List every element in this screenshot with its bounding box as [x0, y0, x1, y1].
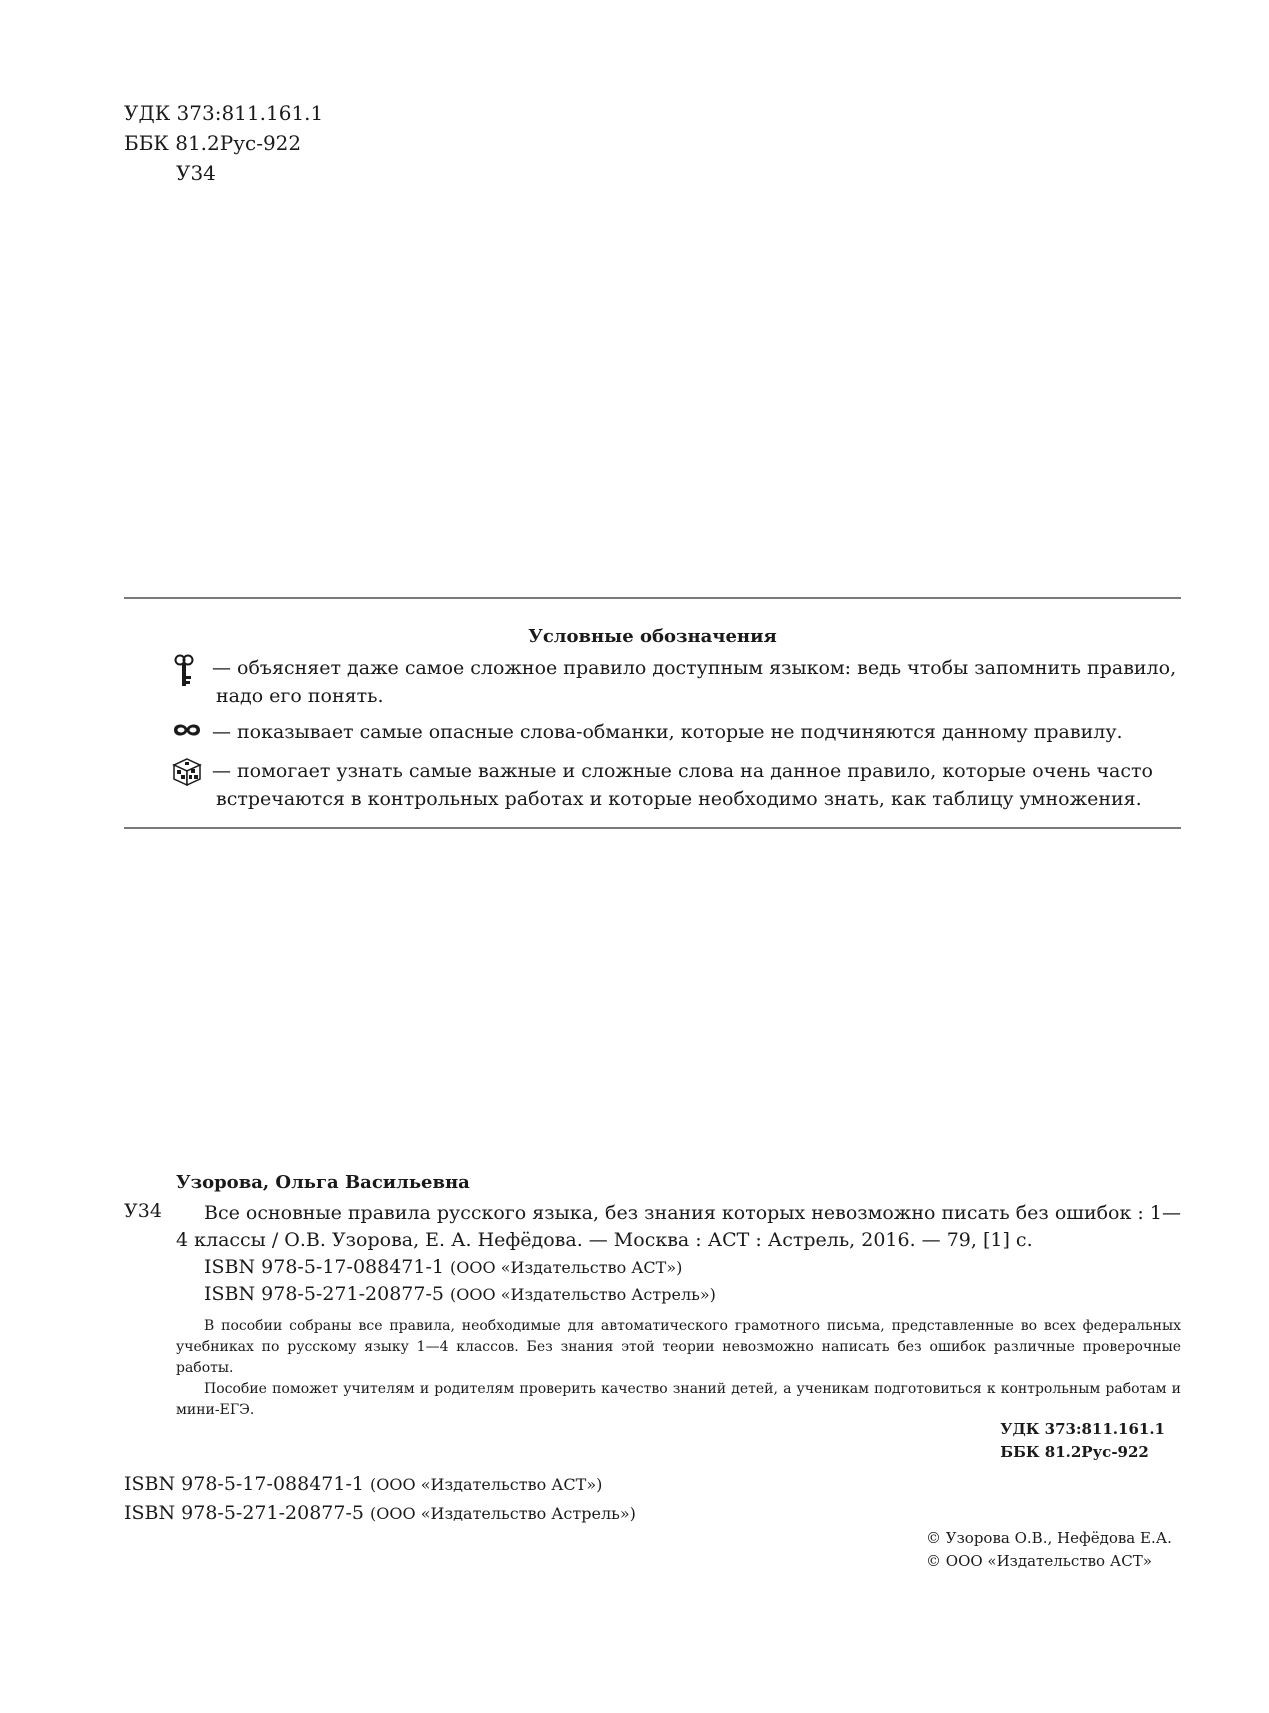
isbn-publisher: (ООО «Издательство Астрель»)	[370, 1504, 636, 1523]
udk-code: УДК 373:811.161.1	[1000, 1420, 1165, 1438]
bibliographic-description	[176, 1200, 1181, 1308]
legend-dash: —	[212, 657, 231, 679]
isbn-publisher: (ООО «Издательство АСТ»)	[370, 1475, 603, 1494]
legend-dash: —	[212, 760, 231, 782]
top-classification	[124, 98, 323, 188]
isbn-publisher: (ООО «Издательство Астрель»)	[450, 1285, 716, 1304]
classification-block	[1000, 1418, 1165, 1464]
legend-top-rule	[124, 597, 1181, 599]
legend-text-cube: помогает узнать самые важные и сложные слова на данное правило, которые очень часто встречаются в контрольных работах и которые необходимо знать, как таблицу умножения.	[216, 760, 1153, 810]
annotation	[176, 1316, 1181, 1421]
isbn-publisher: (ООО «Издательство АСТ»)	[450, 1258, 683, 1277]
author-code: У34	[124, 1200, 162, 1222]
legend-title: Условные обозначения	[528, 626, 777, 647]
cube-icon	[172, 757, 208, 785]
isbn-number: ISBN 978-5-271-20877-5	[204, 1283, 444, 1305]
legend-text-key: объясняет даже самое сложное правило доступным языком: ведь чтобы запомнить правило, надо его понять.	[216, 657, 1177, 707]
bbk-code: ББК 81.2Рус-922	[124, 131, 302, 155]
bbk-code: ББК 81.2Рус-922	[1000, 1443, 1149, 1461]
isbn-number: ISBN 978-5-17-088471-1	[204, 1256, 444, 1278]
key-icon	[172, 654, 208, 682]
isbn-line-1	[124, 1470, 636, 1499]
legend-text-mask: показывает самые опасные слова-обманки, которые не подчиняются данному правилу.	[237, 721, 1123, 743]
isbn-line-2	[124, 1499, 636, 1528]
legend-item-mask	[176, 718, 1181, 746]
udk-code: УДК 373:811.161.1	[124, 101, 324, 125]
isbn-block	[124, 1470, 636, 1528]
isbn-number: ISBN 978-5-271-20877-5	[124, 1502, 364, 1524]
mask-icon	[172, 718, 208, 746]
isbn-line-1	[176, 1254, 1181, 1281]
book-description: Все основные правила русского языка, без знания которых невозможно писать без ошибок : 1—4 классы / О.В. Узорова, Е. А. Нефёдова. — Москва : АСТ : Астрель, 2016. — 79, [1] с.	[176, 1202, 1181, 1251]
author-mark: У34	[176, 161, 216, 185]
legend-bottom-rule	[124, 827, 1181, 829]
isbn-number: ISBN 978-5-17-088471-1	[124, 1473, 364, 1495]
copyright-block	[926, 1527, 1172, 1573]
legend-dash: —	[212, 721, 231, 743]
legend-item-cube	[176, 757, 1181, 813]
annotation-paragraph: Пособие поможет учителям и родителям проверить качество знаний детей, а ученикам подготовиться к контрольным работам и мини-ЕГЭ.	[176, 1381, 1181, 1418]
legend-item-key	[176, 654, 1181, 710]
author-name: Узорова, Ольга Васильевна	[176, 1172, 470, 1193]
copyright-publisher: © ООО «Издательство АСТ»	[926, 1552, 1152, 1570]
isbn-line-2	[176, 1281, 1181, 1308]
copyright-authors: © Узорова О.В., Нефёдова Е.А.	[926, 1529, 1172, 1547]
annotation-paragraph: В пособии собраны все правила, необходимые для автоматического грамотного письма, представленные во всех федеральных учебниках по русскому языку 1—4 классов. Без знания этой теории невозможно написать без ошибок различные проверочные работы.	[176, 1318, 1181, 1376]
